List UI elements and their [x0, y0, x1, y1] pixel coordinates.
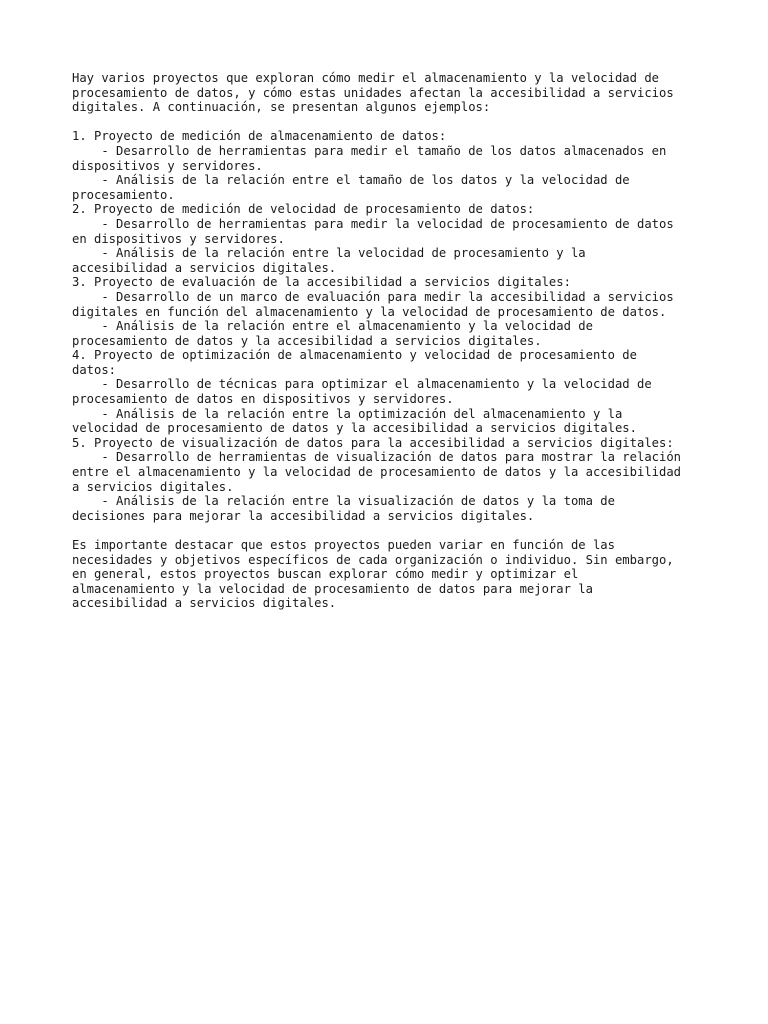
text-line: en dispositivos y servidores. — [72, 231, 285, 246]
text-line: Hay varios proyectos que exploran cómo medir el almacenamiento y la velocidad de — [72, 71, 659, 85]
blank-line — [72, 115, 712, 130]
text-line: - Análisis de la relación entre el almacenamiento y la velocidad de — [72, 319, 593, 334]
document-page — [72, 71, 712, 611]
blank-line — [72, 523, 712, 538]
text-line: - Análisis de la relación entre la velocidad de procesamiento y la — [72, 246, 586, 261]
text-line: - Análisis de la relación entre el tamaño de los datos y la velocidad de — [72, 173, 630, 188]
project-heading: 1. Proyecto de medición de almacenamiento de datos: — [72, 129, 447, 144]
text-line: Es importante destacar que estos proyectos pueden variar en función de las — [72, 538, 615, 552]
text-line: digitales. A continuación, se presentan algunos ejemplos: — [72, 100, 491, 115]
text-line: - Desarrollo de herramientas para medir la velocidad de procesamiento de datos — [72, 216, 674, 231]
project-heading: 3. Proyecto de evaluación de la accesibilidad a servicios digitales: — [72, 275, 571, 290]
text-line: necesidades y objetivos específicos de cada organización o individuo. Sin embargo, — [72, 552, 674, 567]
project-item-1 — [72, 129, 712, 202]
text-line: - Análisis de la relación entre la visualización de datos y la toma de — [72, 494, 615, 509]
project-item-2 — [72, 202, 712, 275]
text-line: velocidad de procesamiento de datos y la accesibilidad a servicios digitales. — [72, 421, 637, 436]
intro-paragraph — [72, 71, 712, 115]
text-line: - Desarrollo de técnicas para optimizar el almacenamiento y la velocidad de — [72, 377, 652, 392]
project-heading-continuation: datos: — [72, 362, 117, 377]
project-item-3 — [72, 275, 712, 348]
text-line: procesamiento de datos y la accesibilidad a servicios digitales. — [72, 333, 542, 348]
text-line: - Desarrollo de un marco de evaluación para medir la accesibilidad a servicios — [72, 289, 674, 304]
text-line: en general, estos proyectos buscan explorar cómo medir y optimizar el — [72, 567, 579, 582]
project-heading: 2. Proyecto de medición de velocidad de procesamiento de datos: — [72, 202, 535, 217]
text-line: a servicios digitales. — [72, 479, 234, 494]
project-item-5 — [72, 436, 712, 524]
text-line: procesamiento. — [72, 187, 175, 202]
text-line: entre el almacenamiento y la velocidad de procesamiento de datos y la accesibilidad — [72, 465, 682, 480]
text-line: accesibilidad a servicios digitales. — [72, 596, 337, 611]
project-list — [72, 129, 712, 523]
text-line: digitales en función del almacenamiento y la velocidad de procesamiento de datos. — [72, 304, 667, 319]
text-line: decisiones para mejorar la accesibilidad a servicios digitales. — [72, 508, 535, 523]
project-heading: 4. Proyecto de optimización de almacenamiento y velocidad de procesamiento de — [72, 348, 637, 363]
text-line: dispositivos y servidores. — [72, 158, 263, 173]
conclusion-paragraph — [72, 538, 712, 611]
text-line: - Desarrollo de herramientas para medir el tamaño de los datos almacenados en — [72, 143, 667, 158]
text-line: - Desarrollo de herramientas de visualización de datos para mostrar la relación — [72, 450, 682, 465]
project-item-4 — [72, 348, 712, 436]
project-heading: 5. Proyecto de visualización de datos para la accesibilidad a servicios digitales: — [72, 435, 674, 450]
text-line: accesibilidad a servicios digitales. — [72, 260, 337, 275]
text-line: procesamiento de datos en dispositivos y servidores. — [72, 392, 454, 407]
text-line: - Análisis de la relación entre la optimización del almacenamiento y la — [72, 406, 623, 421]
text-line: procesamiento de datos, y cómo estas unidades afectan la accesibilidad a servicios — [72, 85, 674, 100]
text-line: almacenamiento y la velocidad de procesamiento de datos para mejorar la — [72, 581, 593, 596]
